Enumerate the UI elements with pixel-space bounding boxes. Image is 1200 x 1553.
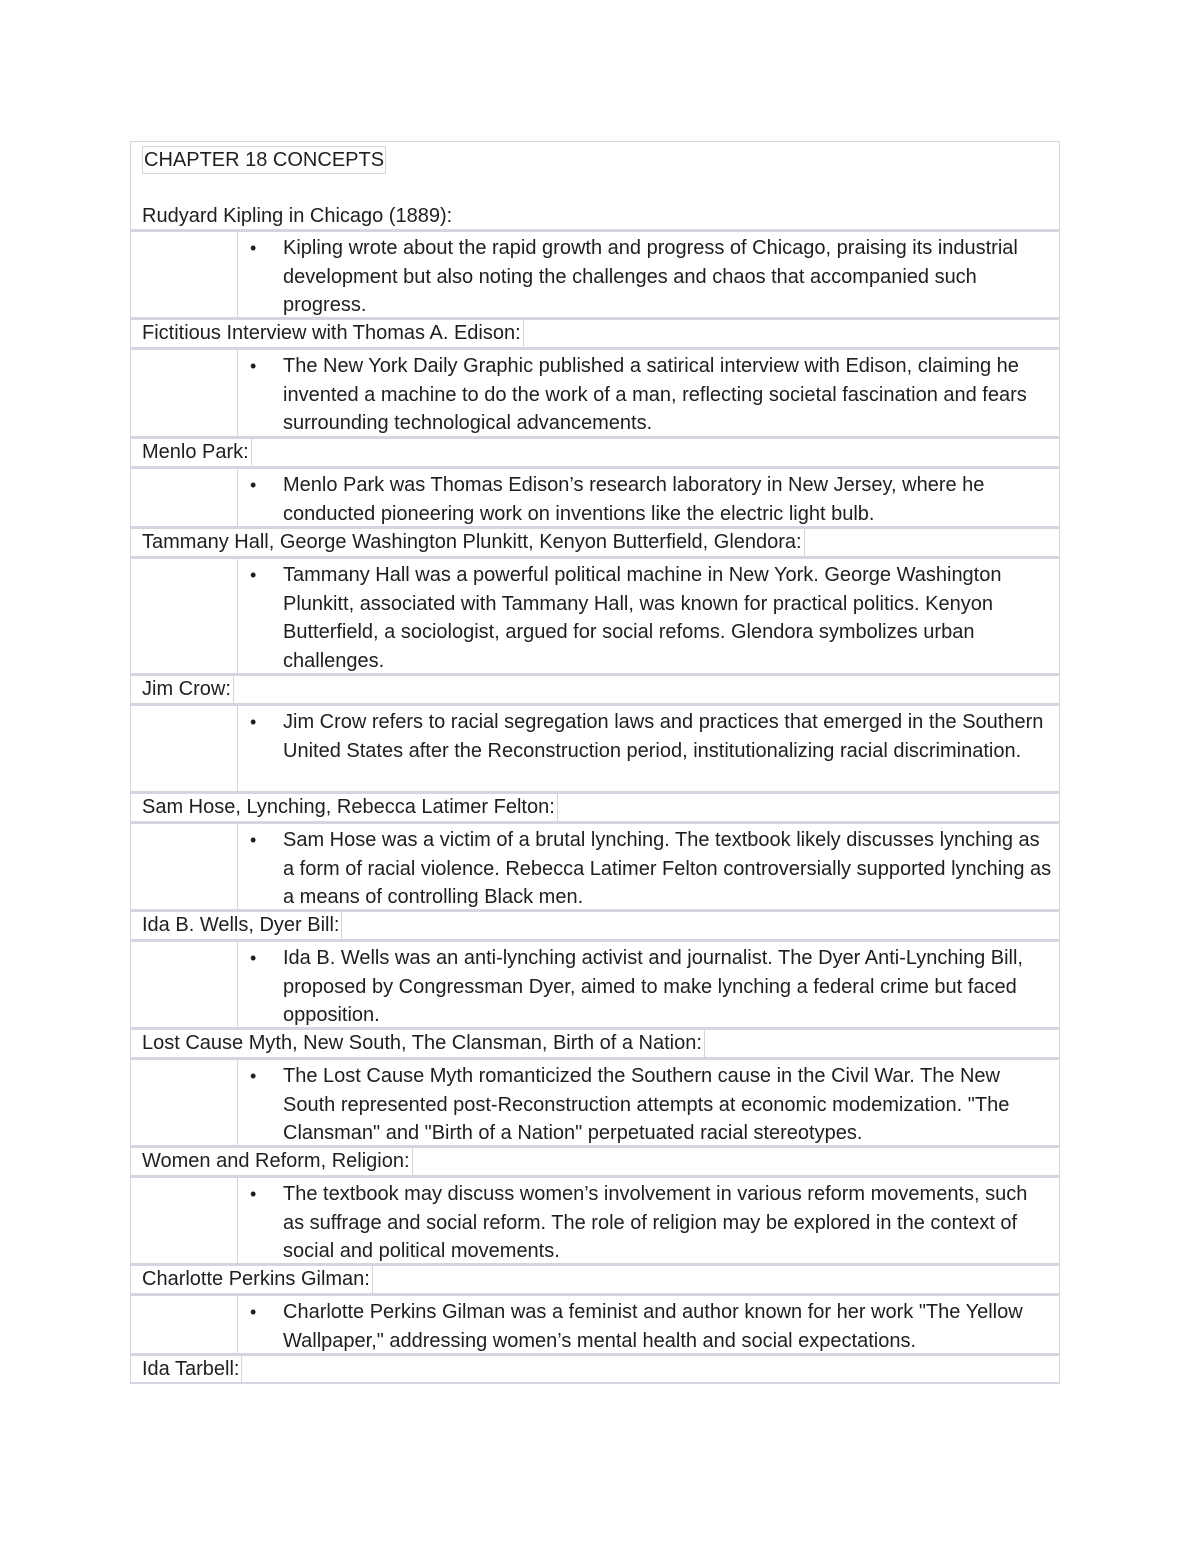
bullet-cell	[238, 706, 1059, 791]
indent-cell	[131, 350, 238, 436]
bullet-icon: •	[250, 1302, 257, 1322]
bullet-text: The Lost Cause Myth romanticized the Southern cause in the Civil War. The New South represented post-Reconstruction attempts at economic modemization. "The Clansman" and "Birth of a Nation" perpetuated racial stereotypes.	[283, 1065, 1010, 1144]
section-heading-row	[130, 527, 1060, 557]
chapter-header-row	[130, 141, 1060, 230]
section-heading-row	[130, 437, 1060, 467]
section-heading-row	[130, 910, 1060, 940]
section-heading-row	[130, 1354, 1060, 1384]
bullet-text: The New York Daily Graphic published a satirical interview with Edison, claiming he invented a machine to do the work of a man, reflecting societal fascination and fears surrounding technological advancements.	[283, 355, 1027, 434]
section-heading: Fictitious Interview with Thomas A. Edison:	[142, 320, 524, 348]
section-bullet-row	[130, 348, 1060, 437]
bullet-icon: •	[250, 712, 257, 732]
section-heading: Charlotte Perkins Gilman:	[142, 1266, 373, 1294]
bullet-text: Menlo Park was Thomas Edison’s research laboratory in New Jersey, where he conducted pioneering work on inventions like the electric light bulb.	[283, 474, 985, 525]
section-heading-row	[130, 318, 1060, 348]
indent-cell	[131, 1178, 238, 1263]
bullet-cell	[238, 469, 1059, 526]
section-heading: Jim Crow:	[142, 676, 234, 704]
bullet-cell	[238, 942, 1059, 1027]
bullet-cell	[238, 1178, 1059, 1263]
bullet-text: Kipling wrote about the rapid growth and progress of Chicago, praising its industrial development but also noting the challenges and chaos that accompanied such progress.	[283, 237, 1018, 316]
section-bullet-row	[130, 822, 1060, 910]
section-heading-row	[130, 1028, 1060, 1058]
section-heading: Sam Hose, Lynching, Rebecca Latimer Felton:	[142, 794, 558, 822]
bullet-cell	[238, 350, 1059, 436]
bullet-text: Ida B. Wells was an anti-lynching activist and journalist. The Dyer Anti-Lynching Bill, proposed by Congressman Dyer, aimed to make lynching a federal crime but faced opposition.	[283, 947, 1023, 1026]
indent-cell	[131, 706, 238, 791]
section-heading: Tammany Hall, George Washington Plunkitt, Kenyon Butterfield, Glendora:	[142, 529, 805, 557]
bullet-icon: •	[250, 475, 257, 495]
section-heading-row	[130, 1146, 1060, 1176]
chapter-title: CHAPTER 18 CONCEPTS	[142, 146, 386, 174]
indent-cell	[131, 824, 238, 909]
indent-cell	[131, 232, 238, 317]
bullet-text: Sam Hose was a victim of a brutal lynching. The textbook likely discusses lynching as a form of racial violence. Rebecca Latimer Felton controversially supported lynching as a means of controlling Black men.	[283, 829, 1052, 908]
bullet-icon: •	[250, 238, 257, 258]
indent-cell	[131, 559, 238, 673]
section-bullet-row	[130, 704, 1060, 792]
bullet-cell	[238, 559, 1059, 673]
bullet-cell	[238, 824, 1059, 909]
section-bullet-row	[130, 467, 1060, 527]
section-bullet-row	[130, 1294, 1060, 1354]
section-heading-row	[130, 792, 1060, 822]
concepts-table	[130, 141, 1060, 1384]
bullet-cell	[238, 1296, 1059, 1353]
section-heading-row	[130, 674, 1060, 704]
section-heading: Rudyard Kipling in Chicago (1889):	[142, 205, 453, 227]
section-heading: Menlo Park:	[142, 439, 252, 467]
bullet-icon: •	[250, 1066, 257, 1086]
section-bullet-row	[130, 230, 1060, 318]
section-bullet-row	[130, 557, 1060, 674]
section-heading: Women and Reform, Religion:	[142, 1148, 413, 1176]
bullet-cell	[238, 232, 1059, 317]
section-bullet-row	[130, 1176, 1060, 1264]
bullet-icon: •	[250, 565, 257, 585]
indent-cell	[131, 469, 238, 526]
section-heading: Ida Tarbell:	[142, 1356, 242, 1384]
bullet-text: Charlotte Perkins Gilman was a feminist and author known for her work "The Yellow Wallpaper," addressing women’s mental health and social expectations.	[283, 1301, 1023, 1352]
section-bullet-row	[130, 1058, 1060, 1146]
section-heading: Ida B. Wells, Dyer Bill:	[142, 912, 342, 940]
section-heading-row	[130, 1264, 1060, 1294]
bullet-text: Jim Crow refers to racial segregation laws and practices that emerged in the Southern United States after the Reconstruction period, institutionalizing racial discrimination.	[283, 711, 1044, 762]
section-heading: Lost Cause Myth, New South, The Clansman, Birth of a Nation:	[142, 1030, 705, 1058]
bullet-icon: •	[250, 356, 257, 376]
indent-cell	[131, 1296, 238, 1353]
section-bullet-row	[130, 940, 1060, 1028]
bullet-cell	[238, 1060, 1059, 1145]
bullet-text: Tammany Hall was a powerful political machine in New York. George Washington Plunkitt, associated with Tammany Hall, was known for practical politics. Kenyon Butterfield, a sociologist, argued for social refoms. Glendora symbolizes urban challenges.	[283, 564, 1002, 672]
bullet-icon: •	[250, 948, 257, 968]
bullet-icon: •	[250, 1184, 257, 1204]
bullet-icon: •	[250, 830, 257, 850]
indent-cell	[131, 942, 238, 1027]
indent-cell	[131, 1060, 238, 1145]
bullet-text: The textbook may discuss women’s involvement in various reform movements, such as suffrage and social reform. The role of religion may be explored in the context of social and political movements.	[283, 1183, 1028, 1262]
